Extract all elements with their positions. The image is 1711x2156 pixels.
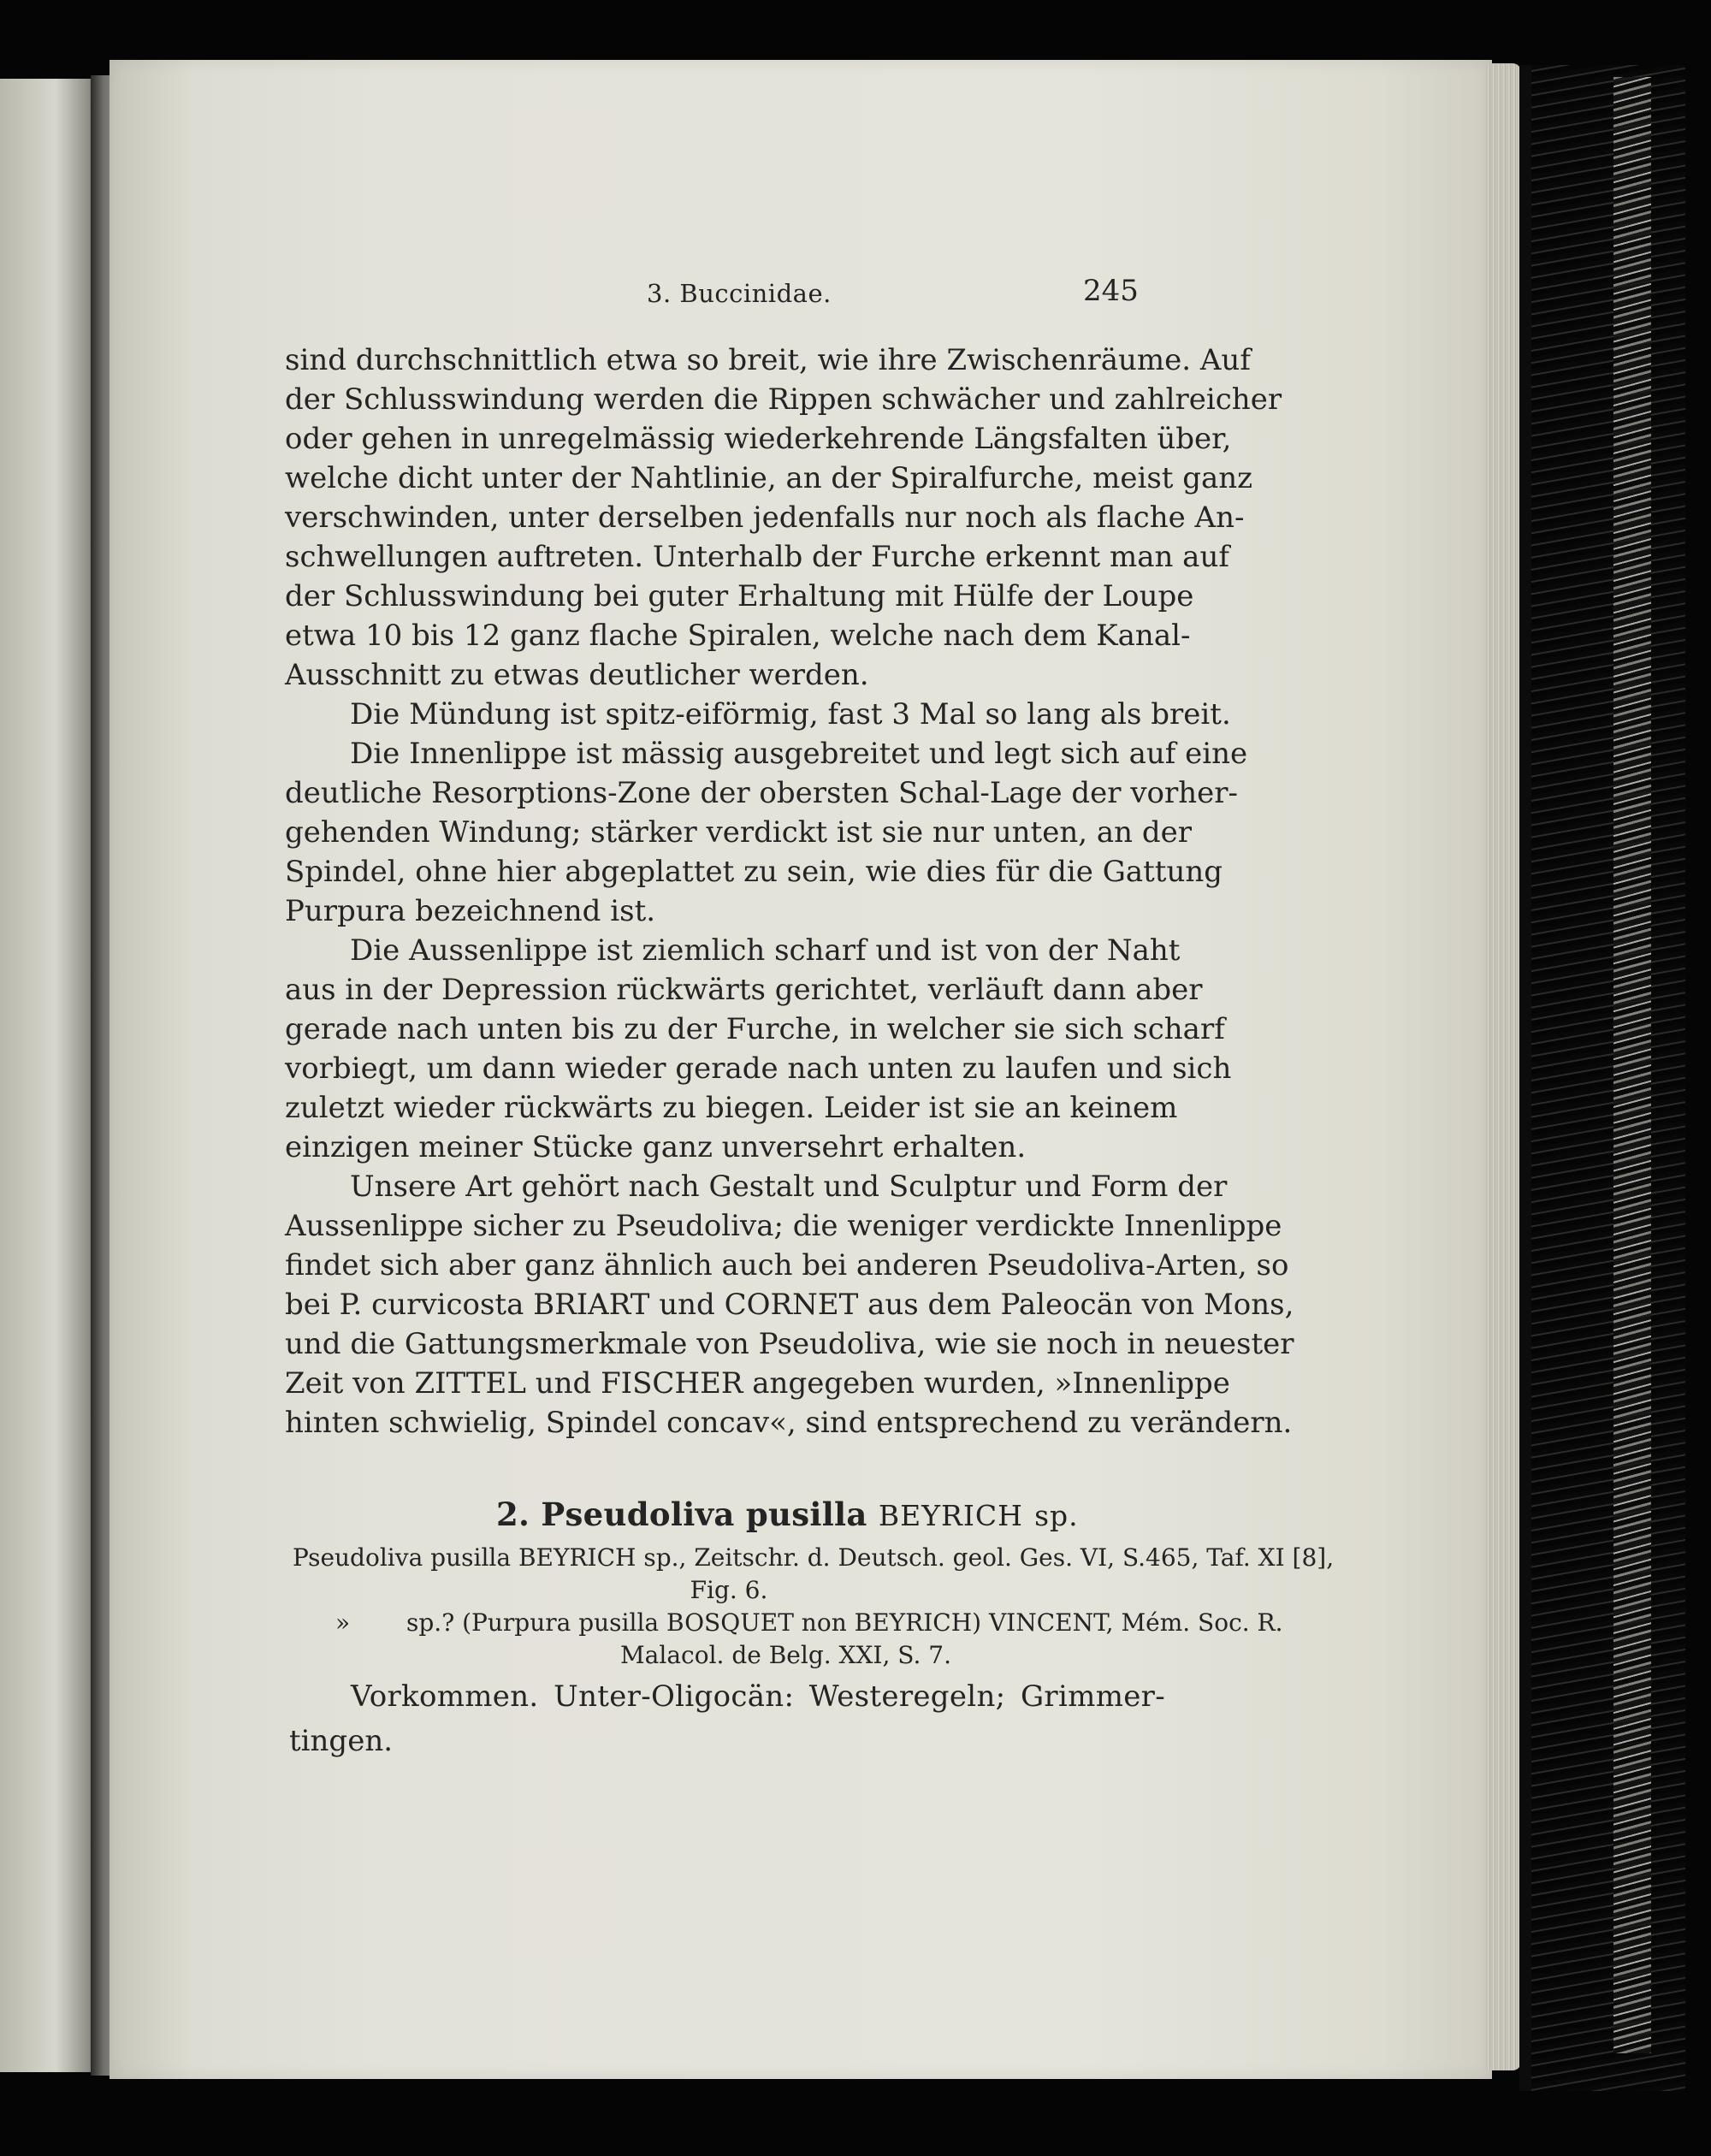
ditto-mark: » xyxy=(335,1608,351,1637)
body-line: Die Mündung ist spitz-eiförmig, fast 3 Mal so lang als breit. xyxy=(350,697,1231,732)
body-line: Aussenlippe sicher zu Pseudoliva; die weniger verdickte Innenlippe xyxy=(285,1209,1282,1243)
page-number: 245 xyxy=(1083,274,1139,308)
body-line: Zeit von ZITTEL und FISCHER angegeben wurden, »Innenlippe xyxy=(285,1366,1230,1401)
species-number: 2. xyxy=(496,1496,530,1533)
body-line: zuletzt wieder rückwärts zu biegen. Leider ist sie an keinem xyxy=(285,1091,1178,1125)
species-suffix: sp. xyxy=(1034,1499,1079,1532)
body-line: einzigen meiner Stücke ganz unversehrt erhalten. xyxy=(285,1130,1027,1164)
body-line: welche dicht unter der Nahtlinie, an der Spiralfurche, meist ganz xyxy=(285,461,1253,495)
species-name: Pseudoliva pusilla xyxy=(541,1496,867,1533)
page-stack-edge xyxy=(1485,63,1521,2070)
body-line: und die Gattungsmerkmale von Pseudoliva, wie sie noch in neuester xyxy=(285,1327,1294,1361)
body-line: schwellungen auftreten. Unterhalb der Furche erkennt man auf xyxy=(285,540,1229,574)
reference-line: Pseudoliva pusilla BEYRICH sp., Zeitschr. d. Deutsch. geol. Ges. VI, S.465, Taf. XI [8], xyxy=(293,1543,1335,1572)
reference-continuation: Malacol. de Belg. XXI, S. 7. xyxy=(620,1641,951,1669)
body-line: deutliche Resorptions-Zone der obersten Schal-Lage der vorher- xyxy=(285,776,1239,810)
body-line: Die Innenlippe ist mässig ausgebreitet und legt sich auf eine xyxy=(350,737,1248,771)
body-line: bei P. curvicosta BRIART und CORNET aus dem Paleocän von Mons, xyxy=(285,1288,1294,1322)
body-line: hinten schwielig, Spindel concav«, sind entsprechend zu verändern. xyxy=(285,1406,1293,1440)
species-author: BEYRICH xyxy=(878,1499,1023,1532)
reference-continuation: Fig. 6. xyxy=(690,1576,768,1604)
left-page-edge xyxy=(0,79,101,2072)
body-line: der Schlusswindung bei guter Erhaltung mit Hülfe der Loupe xyxy=(285,579,1194,613)
species-heading xyxy=(496,1496,1079,1533)
book-cover xyxy=(1519,65,1685,2091)
body-line: der Schlusswindung werden die Rippen schwächer und zahlreicher xyxy=(285,382,1282,417)
body-line: sind durchschnittlich etwa so breit, wie ihre Zwischenräume. Auf xyxy=(285,343,1251,377)
occurrence-continuation: tingen. xyxy=(289,1724,394,1758)
body-line: oder gehen in unregelmässig wiederkehrende Längsfalten über, xyxy=(285,422,1232,456)
body-line: Die Aussenlippe ist ziemlich scharf und ist von der Naht xyxy=(350,933,1181,968)
body-line: vorbiegt, um dann wieder gerade nach unten zu laufen und sich xyxy=(285,1051,1232,1086)
body-line: findet sich aber ganz ähnlich auch bei anderen Pseudoliva-Arten, so xyxy=(285,1248,1289,1282)
running-header: 3. Buccinidae. xyxy=(647,279,832,308)
body-line: aus in der Depression rückwärts gerichtet, verläuft dann aber xyxy=(285,973,1203,1007)
body-line: Unsere Art gehört nach Gestalt und Sculptur und Form der xyxy=(350,1170,1228,1204)
body-line: gehenden Windung; stärker verdickt ist sie nur unten, an der xyxy=(285,815,1192,850)
occurrence-line xyxy=(351,1677,1165,1716)
reference-line: sp.? (Purpura pusilla BOSQUET non BEYRICH) VINCENT, Mém. Soc. R. xyxy=(406,1608,1283,1637)
body-line: Spindel, ohne hier abgeplattet zu sein, wie dies für die Gattung xyxy=(285,855,1223,889)
body-line: gerade nach unten bis zu der Furche, in welcher sie sich scharf xyxy=(285,1012,1225,1046)
body-line: etwa 10 bis 12 ganz flache Spiralen, welche nach dem Kanal- xyxy=(285,619,1191,653)
body-line: Ausschnitt zu etwas deutlicher werden. xyxy=(285,658,869,692)
body-line: Purpura bezeichnend ist. xyxy=(285,894,656,928)
occurrence-text: Unter-Oligocän: Westeregeln; Grimmer- xyxy=(554,1679,1165,1714)
cover-edge-texture xyxy=(1613,77,1651,2053)
body-line: verschwinden, unter derselben jedenfalls nur noch als flache An- xyxy=(285,500,1245,535)
occurrence-label: Vorkommen. xyxy=(351,1679,539,1714)
